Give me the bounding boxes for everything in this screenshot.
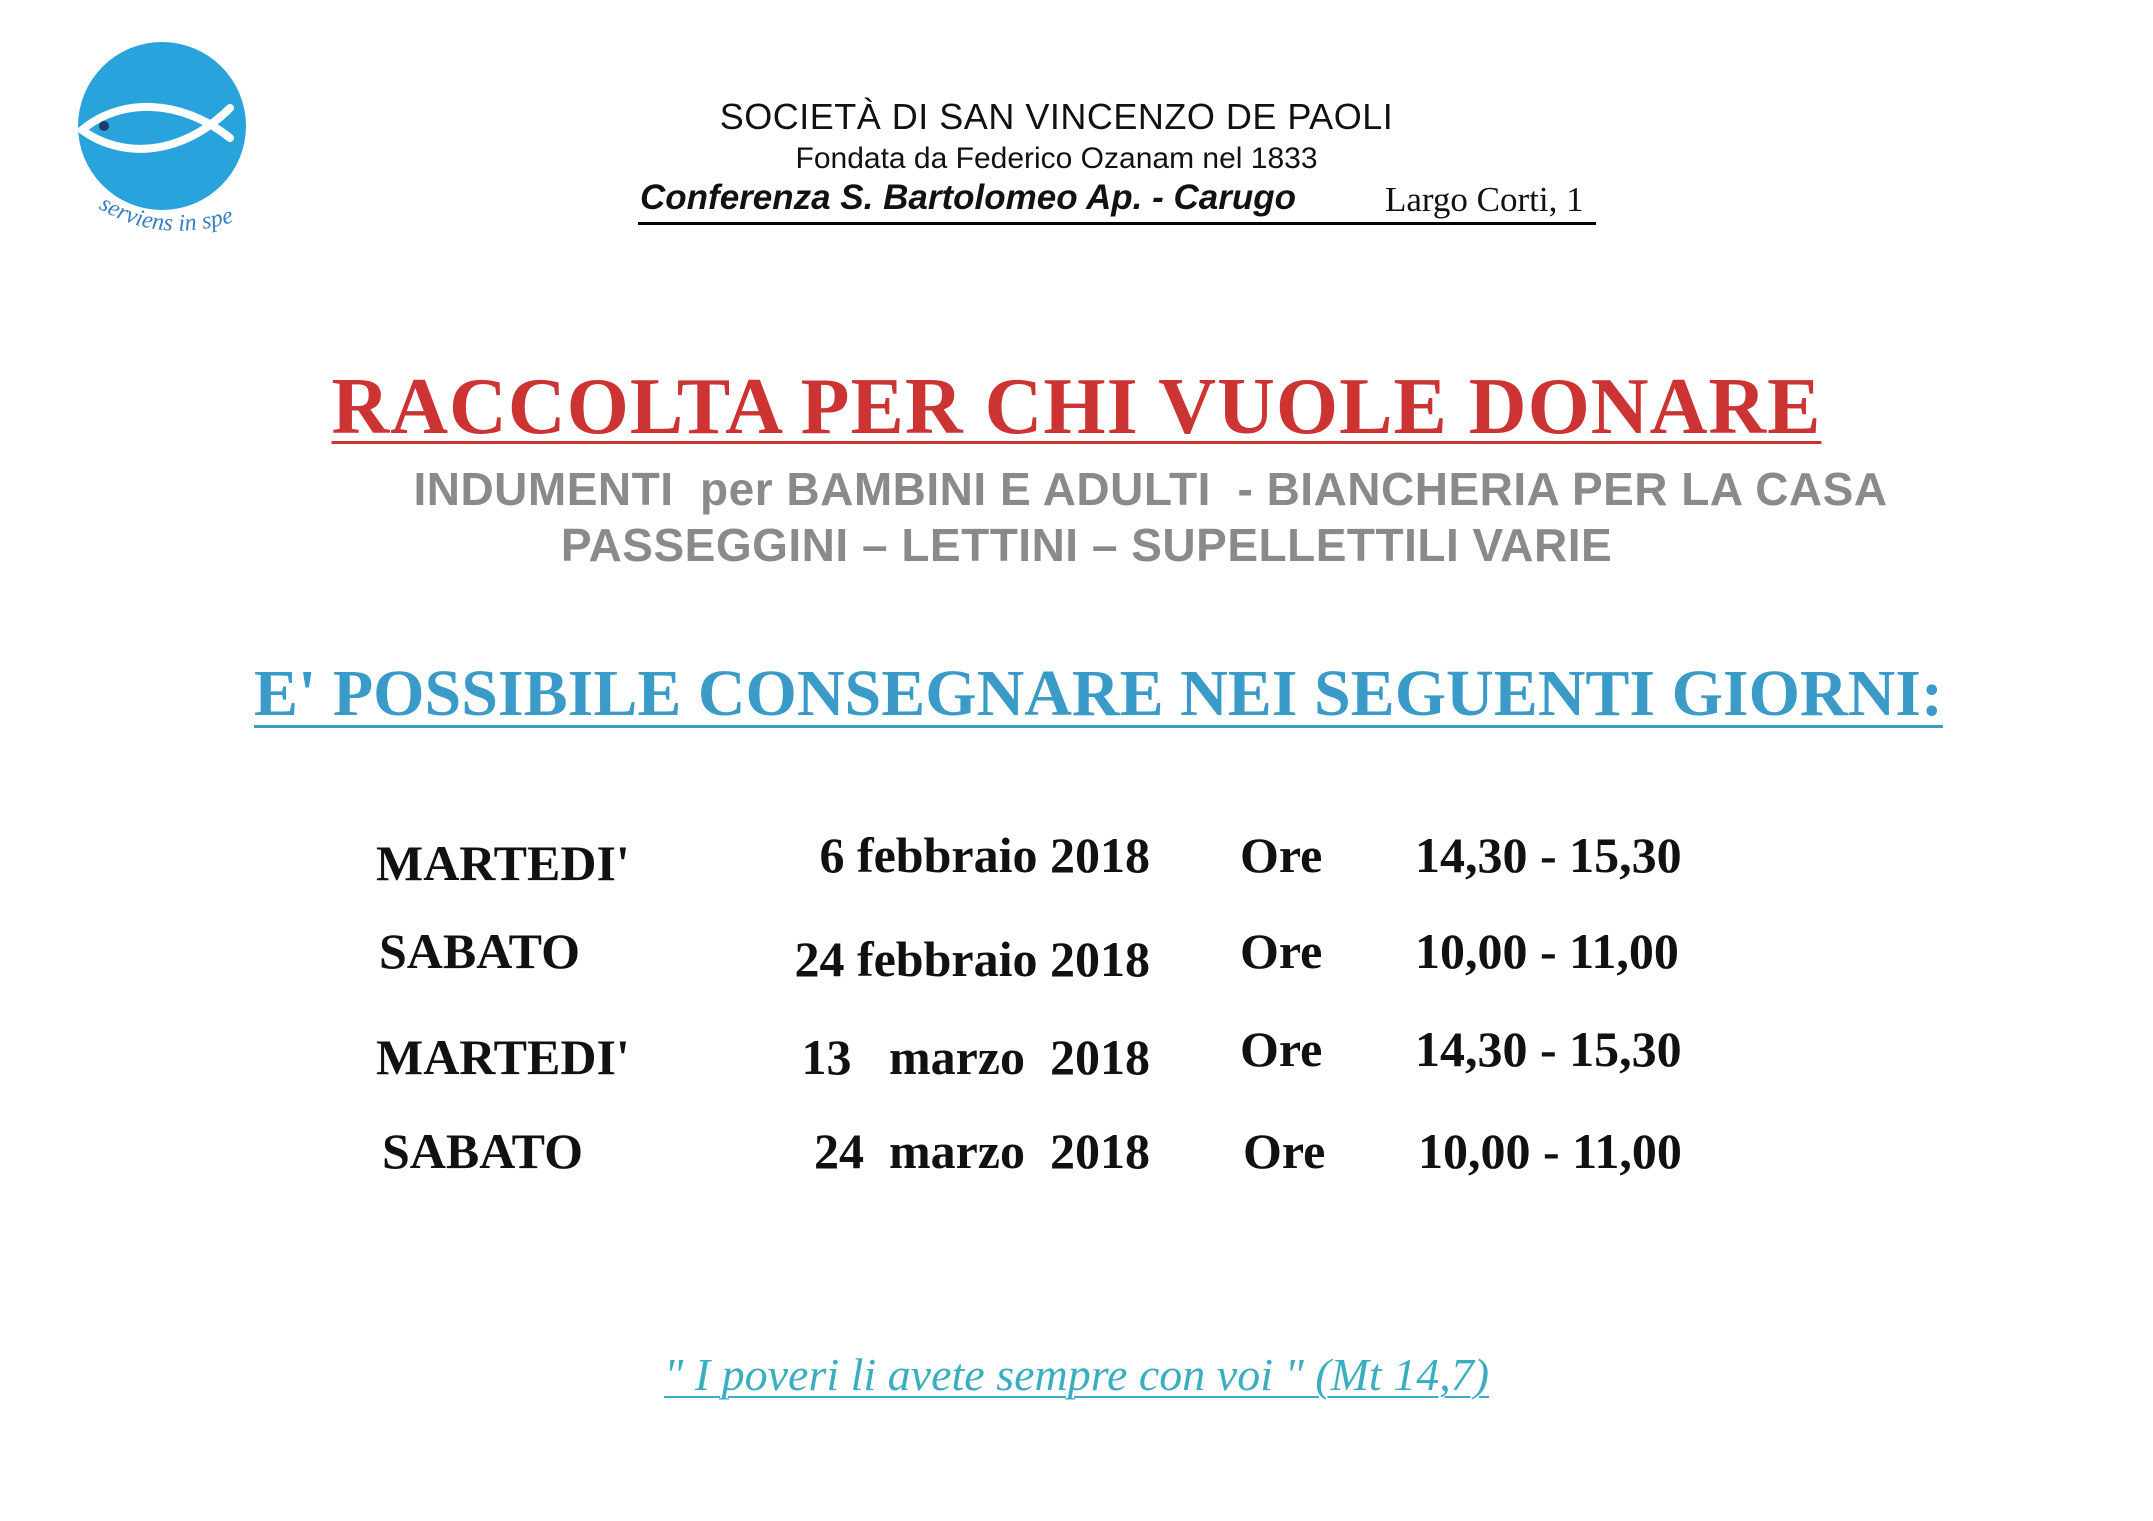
delivery-heading bbox=[254, 656, 2034, 732]
delivery-heading-text: E' POSSIBILE CONSEGNARE NEI SEGUENTI GIORNI: bbox=[254, 657, 1943, 730]
schedule-date: 24 febbraio 2018 bbox=[794, 931, 1150, 987]
schedule-day: SABATO bbox=[379, 923, 581, 979]
bible-quote-text: " I poveri li avete sempre con voi " (Mt 14,7) bbox=[663, 1349, 1490, 1400]
schedule-time: 14,30 - 15,30 bbox=[1415, 827, 1682, 883]
schedule-date: 6 febbraio 2018 bbox=[819, 827, 1150, 883]
main-title bbox=[0, 362, 2153, 453]
schedule-time: 10,00 - 11,00 bbox=[1418, 1123, 1682, 1179]
schedule-date: 24 marzo 2018 bbox=[813, 1123, 1150, 1179]
founded-line: Fondata da Federico Ozanam nel 1833 bbox=[795, 142, 1318, 175]
organization-name: SOCIETÀ DI SAN VINCENZO DE PAOLI bbox=[719, 96, 1394, 137]
schedule-row bbox=[0, 1021, 2153, 1085]
schedule-ore-label: Ore bbox=[1240, 1021, 1323, 1077]
schedule-ore-label: Ore bbox=[1240, 827, 1323, 883]
schedule-day: MARTEDI' bbox=[376, 835, 630, 891]
main-title-text: RACCOLTA PER CHI VUOLE DONARE bbox=[331, 363, 1822, 451]
schedule-day: MARTEDI' bbox=[376, 1029, 630, 1085]
logo-motto: serviens in spe bbox=[95, 190, 236, 237]
schedule-ore-label: Ore bbox=[1243, 1123, 1326, 1179]
subtitle-line-2: PASSEGGINI – LETTINI – SUPELLETTILI VARIE bbox=[560, 519, 1613, 571]
schedule-day: SABATO bbox=[382, 1123, 584, 1179]
address: Largo Corti, 1 bbox=[1385, 180, 1584, 219]
schedule-row bbox=[0, 1122, 2153, 1182]
schedule-ore-label: Ore bbox=[1240, 923, 1323, 979]
subtitle-line-1: INDUMENTI per BAMBINI E ADULTI - BIANCHERIA PER LA CASA bbox=[413, 463, 1888, 515]
conference-line bbox=[638, 176, 1596, 225]
schedule-date: 13 marzo 2018 bbox=[801, 1029, 1150, 1085]
schedule-time: 14,30 - 15,30 bbox=[1415, 1021, 1682, 1077]
bible-quote bbox=[0, 1348, 2153, 1401]
schedule-row bbox=[0, 826, 2153, 891]
conference-name: Conferenza S. Bartolomeo Ap. - Carugo bbox=[640, 178, 1296, 217]
schedule-row bbox=[0, 922, 2153, 987]
schedule-time: 10,00 - 11,00 bbox=[1415, 923, 1679, 979]
